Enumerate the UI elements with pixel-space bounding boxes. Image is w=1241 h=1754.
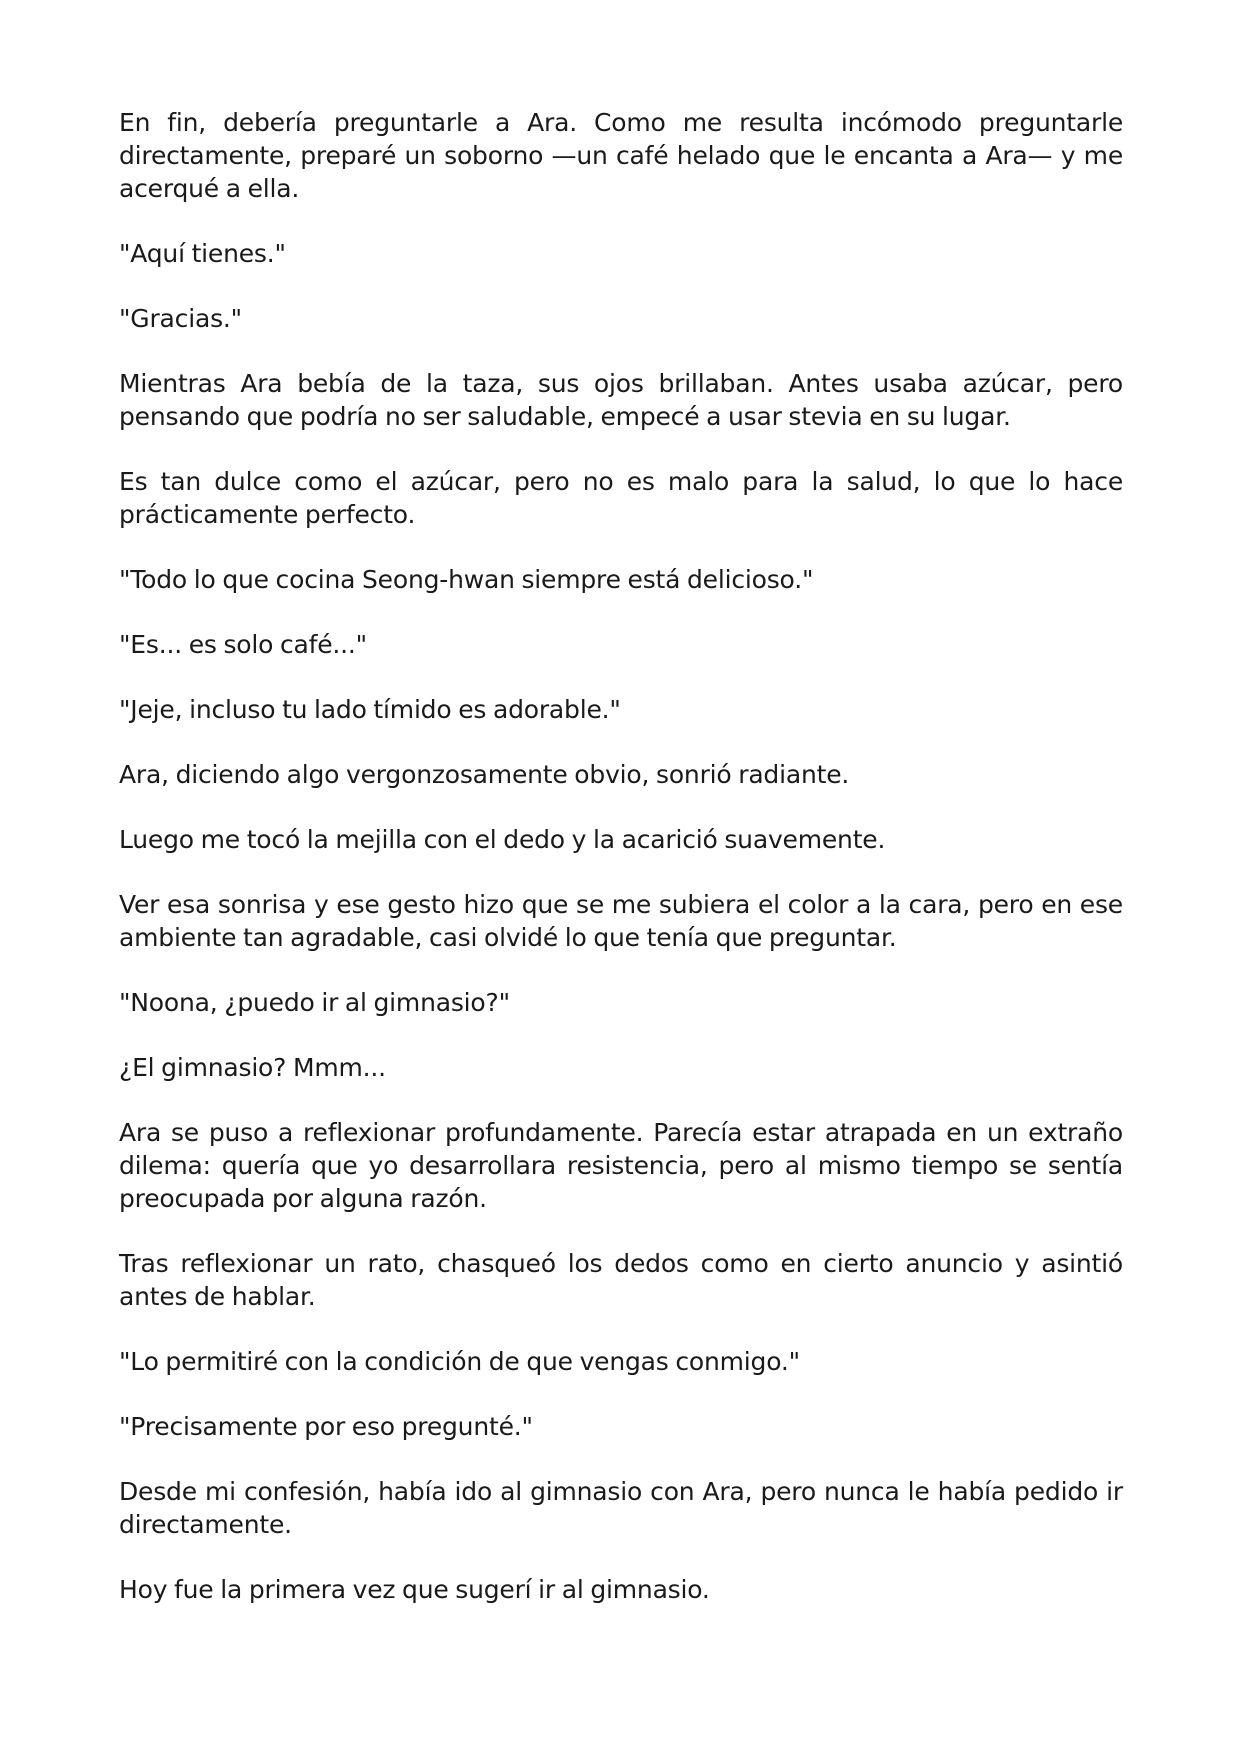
document-page (119, 106, 1123, 1606)
paragraph: Mientras Ara bebía de la taza, sus ojos brillaban. Antes usaba azúcar, pero pensando que podría no ser saludable, empecé a usar stevia en su lugar. (119, 369, 1123, 431)
paragraph: Hoy fue la primera vez que sugerí ir al gimnasio. (119, 1575, 710, 1604)
paragraph: Desde mi confesión, había ido al gimnasio con Ara, pero nunca le había pedido ir directamente. (119, 1477, 1123, 1539)
paragraph: Luego me tocó la mejilla con el dedo y la acarició suavemente. (119, 825, 886, 854)
paragraph: Ara se puso a reflexionar profundamente. Parecía estar atrapada en un extraño dilema: quería que yo desarrollara resistencia, pero al mismo tiempo se sentía preocupada por alguna razón. (119, 1118, 1123, 1213)
paragraph: Ara, diciendo algo vergonzosamente obvio, sonrió radiante. (119, 760, 850, 789)
paragraph: "Todo lo que cocina Seong-hwan siempre está delicioso." (119, 565, 814, 594)
paragraph: "Noona, ¿puedo ir al gimnasio?" (119, 988, 510, 1017)
paragraph: "Precisamente por eso pregunté." (119, 1412, 533, 1441)
paragraph: Tras reflexionar un rato, chasqueó los dedos como en cierto anuncio y asintió antes de hablar. (119, 1249, 1123, 1311)
paragraph: "Jeje, incluso tu lado tímido es adorable." (119, 695, 621, 724)
paragraph: En fin, debería preguntarle a Ara. Como me resulta incómodo preguntarle directamente, preparé un soborno —un café helado que le encanta a Ara— y me acerqué a ella. (119, 108, 1123, 203)
paragraph: "Lo permitiré con la condición de que vengas conmigo." (119, 1347, 800, 1376)
paragraph: Es tan dulce como el azúcar, pero no es malo para la salud, lo que lo hace prácticamente perfecto. (119, 467, 1123, 529)
paragraph: Ver esa sonrisa y ese gesto hizo que se me subiera el color a la cara, pero en ese ambiente tan agradable, casi olvidé lo que tenía que preguntar. (119, 890, 1123, 952)
paragraph: ¿El gimnasio? Mmm... (119, 1053, 386, 1082)
paragraph: "Aquí tienes." (119, 239, 286, 268)
paragraph: "Es... es solo café..." (119, 630, 367, 659)
paragraph: "Gracias." (119, 304, 242, 333)
